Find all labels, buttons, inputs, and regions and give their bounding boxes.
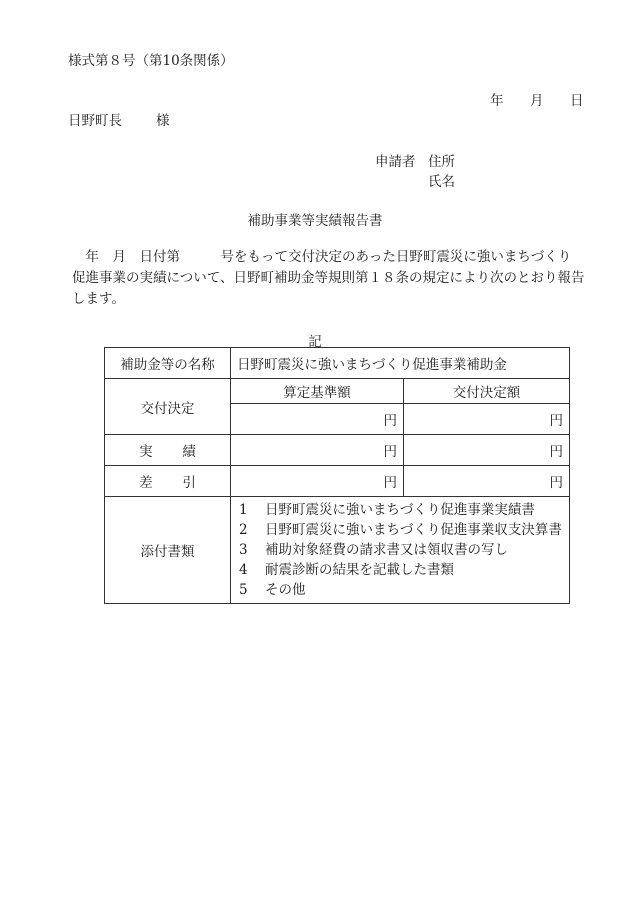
diff-label: 差引: [105, 466, 231, 497]
address-label: 住所: [428, 154, 455, 170]
date-month: 月: [530, 93, 544, 109]
diff-standard-yen: 円: [231, 466, 404, 497]
table-row: [105, 497, 570, 604]
actual-label: 実績: [105, 435, 231, 466]
table-row: [105, 466, 570, 497]
list-item: 4 耐震診断の結果を記載した書類: [239, 562, 454, 578]
body-text: [72, 247, 587, 310]
addressee: [68, 109, 170, 129]
addressee-name: 日野町長: [68, 113, 122, 129]
body-line-1: 年 月 日付第 号をもって交付決定のあった日野町震災に強いまちづくり: [72, 249, 572, 265]
table-row: [105, 379, 570, 404]
addressee-honorific: 様: [156, 113, 170, 129]
ki-heading: 記: [308, 334, 322, 350]
attachments-list: [231, 497, 570, 604]
list-item: 3 補助対象経費の請求書又は領収書の写し: [239, 542, 508, 558]
col-decision-amount: 交付決定額: [404, 379, 570, 404]
subsidy-name-value: 日野町震災に強いまちづくり促進事業補助金: [231, 348, 570, 379]
table-row: [105, 348, 570, 379]
name-label: 氏名: [428, 174, 455, 190]
date-year: 年: [490, 93, 504, 109]
table-row: [105, 435, 570, 466]
applicant-label: 申請者: [375, 154, 416, 170]
decision-standard-yen: 円: [231, 404, 404, 435]
list-item: 1 日野町震災に強いまちづくり促進事業実績書: [239, 502, 535, 518]
actual-standard-yen: 円: [231, 435, 404, 466]
document-title: 補助事業等実績報告書: [247, 213, 383, 229]
list-item: 2 日野町震災に強いまちづくり促進事業収支決算書: [239, 522, 562, 538]
subsidy-name-label: 補助金等の名称: [105, 348, 231, 379]
decision-label: 交付決定: [105, 379, 231, 435]
form-number: 様式第８号（第10条関係）: [68, 53, 234, 69]
attachments-label: 添付書類: [105, 497, 231, 604]
report-table: [104, 347, 570, 604]
decision-decision-yen: 円: [404, 404, 570, 435]
list-item: 5 その他: [239, 582, 306, 598]
body-line-2: 促進事業の実績について、日野町補助金等規則第１８条の規定により次のとおり報告: [72, 270, 585, 286]
date-line: [490, 89, 584, 109]
col-standard-amount: 算定基準額: [231, 379, 404, 404]
diff-decision-yen: 円: [404, 466, 570, 497]
date-day: 日: [570, 93, 584, 109]
actual-decision-yen: 円: [404, 435, 570, 466]
body-line-3: します。: [72, 291, 125, 307]
